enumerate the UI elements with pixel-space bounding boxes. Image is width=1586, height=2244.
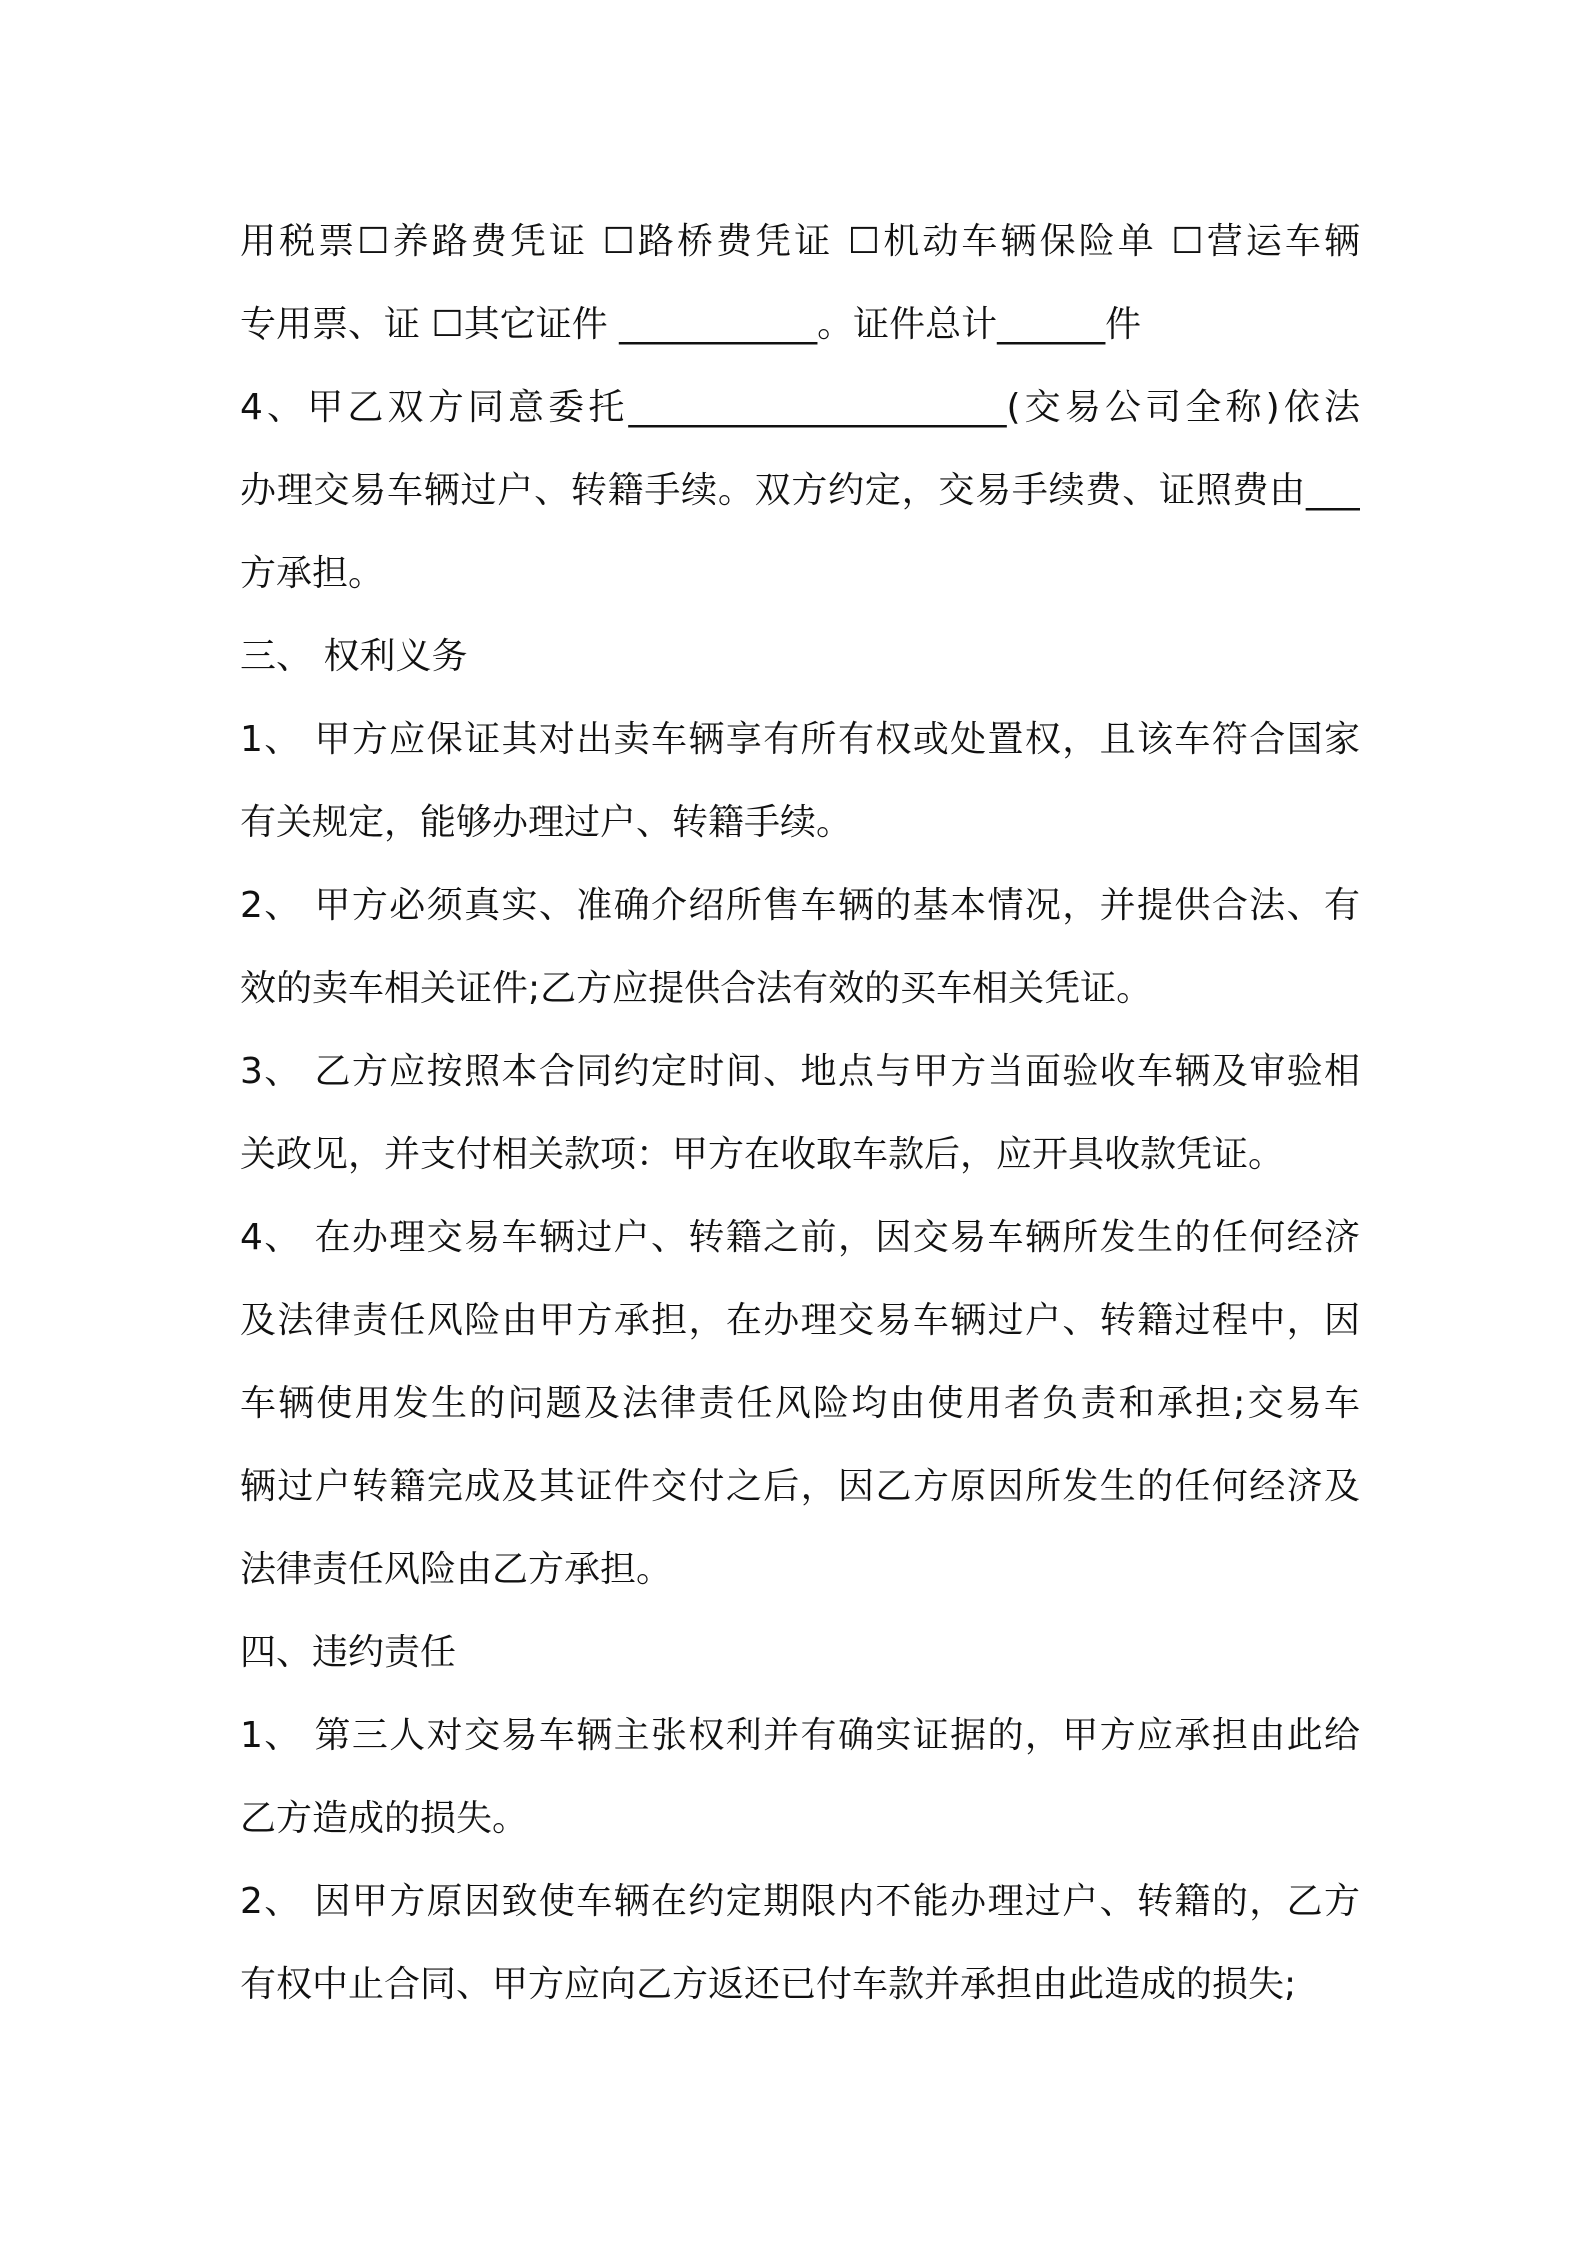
text-line: 乙方造成的损失。 [240, 1798, 529, 1839]
text-line: 有权中止合同、甲方应向乙方返还已付车款并承担由此造成的损失; [240, 1964, 1297, 2005]
text-line: 有关规定，能够办理过户、转籍手续。 [240, 802, 853, 843]
text-line: 2、 甲方必须真实、准确介绍所售车辆的基本情况，并提供合法、有 [240, 885, 1360, 926]
text-line: 1、 甲方应保证其对出卖车辆享有所有权或处置权，且该车符合国家 [240, 719, 1360, 760]
text-line: 及法律责任风险由甲方承担，在办理交易车辆过户、转籍过程中，因 [240, 1300, 1360, 1341]
text-line: 辆过户转籍完成及其证件交付之后，因乙方原因所发生的任何经济及 [240, 1466, 1360, 1507]
text-line: 效的卖车相关证件;乙方应提供合法有效的买车相关凭证。 [240, 968, 1153, 1009]
text-line: 专用票、证 ☐其它证件 ___________。证件总计______件 [240, 304, 1142, 345]
text-line: 2、 因甲方原因致使车辆在约定期限内不能办理过户、转籍的，乙方 [240, 1881, 1360, 1922]
text-line: 3、 乙方应按照本合同约定时间、地点与甲方当面验收车辆及审验相 [240, 1051, 1360, 1092]
text-line: 1、 第三人对交易车辆主张权利并有确实证据的，甲方应承担由此给 [240, 1715, 1360, 1756]
text-line: 车辆使用发生的问题及法律责任风险均由使用者负责和承担;交易车 [240, 1383, 1360, 1424]
text-line: 方承担。 [240, 553, 385, 594]
text-line: 4、 在办理交易车辆过户、转籍之前，因交易车辆所发生的任何经济 [240, 1217, 1360, 1258]
section-heading: 三、 权利义务 [240, 636, 468, 677]
text-line: 4、甲乙双方同意委托_____________________(交易公司全称)依法 [240, 387, 1360, 428]
document-body [240, 200, 1360, 2026]
text-line: 法律责任风险由乙方承担。 [240, 1549, 673, 1590]
text-line: 用税票☐养路费凭证 ☐路桥费凭证 ☐机动车辆保险单 ☐营运车辆 [240, 221, 1360, 262]
text-line: 关政见，并支付相关款项：甲方在收取车款后，应开具收款凭证。 [240, 1134, 1285, 1175]
section-heading: 四、违约责任 [240, 1632, 457, 1673]
text-line: 办理交易车辆过户、转籍手续。双方约定，交易手续费、证照费由___ [240, 470, 1360, 511]
